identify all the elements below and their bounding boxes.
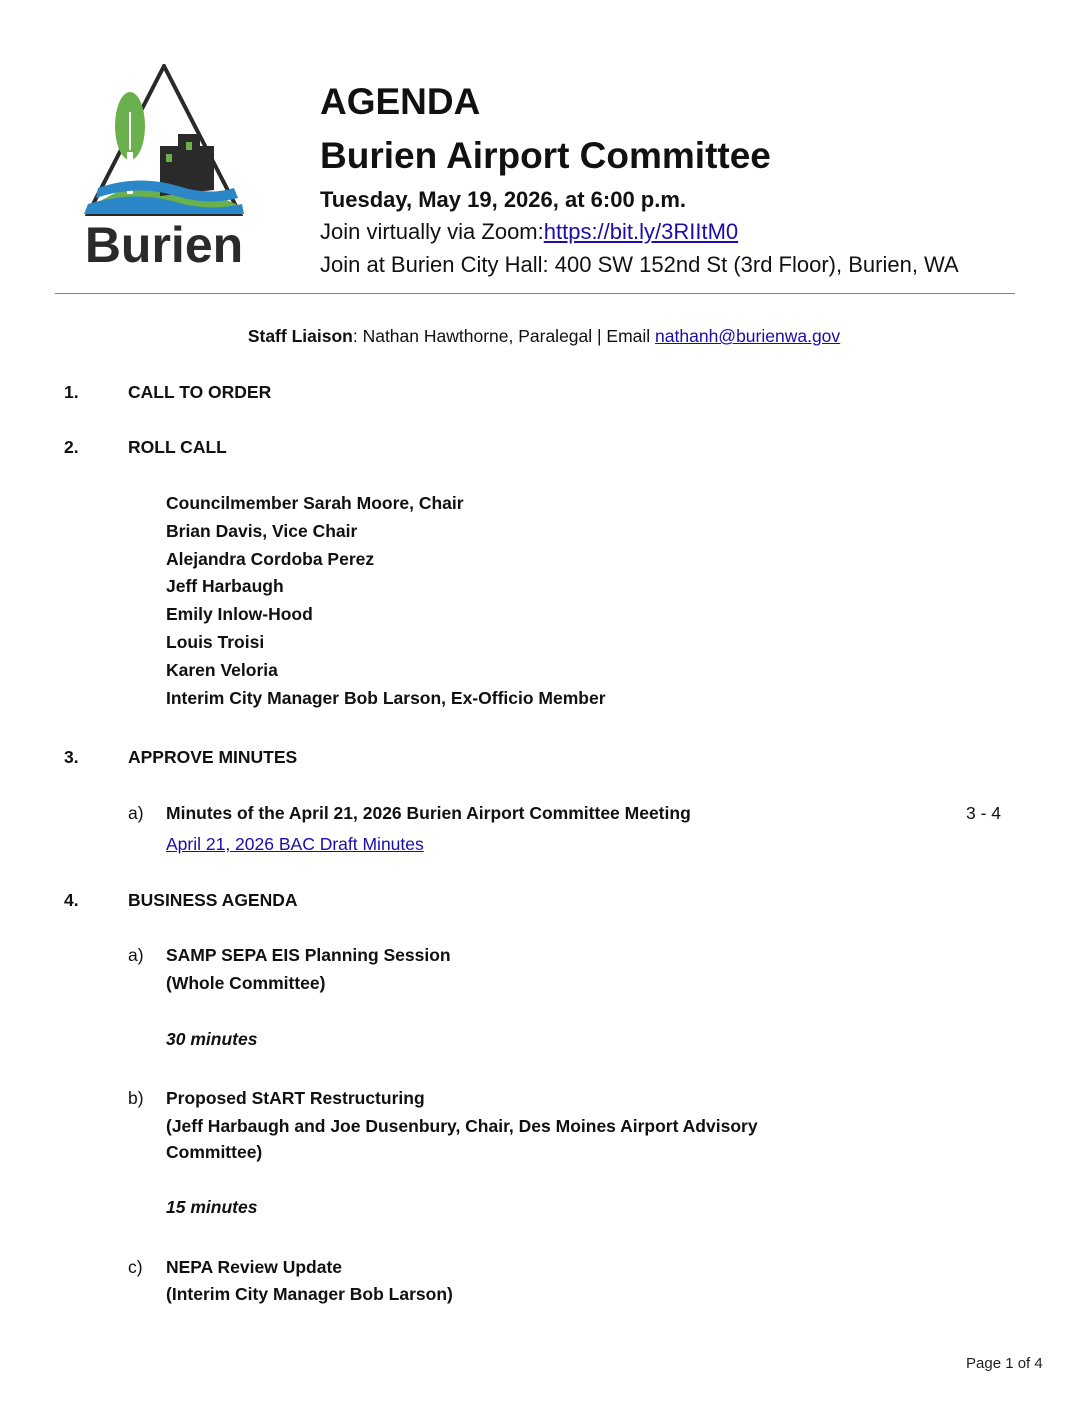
minutes-page-range: 3 - 4 (966, 803, 1002, 823)
samp-item-presenter: (Whole Committee) (166, 973, 326, 993)
item-letter: b) (128, 1088, 144, 1108)
liaison-label: Staff Liaison (247, 326, 353, 346)
section-3-number: 3. (64, 747, 79, 767)
samp-item-title: SAMP SEPA EIS Planning Session (166, 945, 451, 965)
zoom-line (320, 217, 738, 247)
member-item: Councilmember Sarah Moore, Chair (166, 493, 464, 513)
zoom-link[interactable]: https://bit.ly/3RIItM0 (543, 219, 739, 244)
item-letter: c) (128, 1257, 143, 1277)
header-divider (55, 293, 1015, 294)
committee-title: Burien Airport Committee (320, 135, 771, 176)
liaison-email-link[interactable]: nathanh@burienwa.gov (655, 326, 841, 346)
member-item: Interim City Manager Bob Larson, Ex-Officio Member (166, 688, 606, 708)
burien-logo (78, 64, 250, 270)
start-item-duration: 15 minutes (166, 1197, 258, 1217)
agenda-title: AGENDA (320, 81, 481, 122)
start-item-presenter-cont: Committee) (166, 1142, 263, 1162)
start-item-presenter: (Jeff Harbaugh and Joe Dusenbury, Chair, Des Moines Airport Advisory (166, 1116, 758, 1136)
section-2-title: ROLL CALL (128, 437, 227, 457)
draft-minutes-link[interactable]: April 21, 2026 BAC Draft Minutes (166, 834, 424, 854)
member-item: Karen Veloria (166, 660, 278, 680)
samp-item-duration: 30 minutes (166, 1029, 258, 1049)
member-item: Alejandra Cordoba Perez (166, 549, 375, 569)
section-3-title: APPROVE MINUTES (128, 747, 298, 767)
svg-text:Burien: Burien (84, 217, 244, 270)
item-letter: a) (128, 803, 144, 823)
section-4-title: BUSINESS AGENDA (128, 890, 298, 910)
meeting-datetime: Tuesday, May 19, 2026, at 6:00 p.m. (320, 187, 687, 212)
nepa-item-presenter: (Interim City Manager Bob Larson) (166, 1284, 453, 1304)
page-number: Page 1 of 4 (966, 1355, 1043, 1372)
minutes-item-title: Minutes of the April 21, 2026 Burien Airport Committee Meeting (166, 803, 691, 823)
section-2-number: 2. (64, 437, 79, 457)
nepa-item-title: NEPA Review Update (166, 1257, 343, 1277)
member-item: Brian Davis, Vice Chair (166, 521, 358, 541)
section-1-number: 1. (64, 382, 79, 402)
start-item-title: Proposed StART Restructuring (166, 1088, 425, 1108)
member-item: Emily Inlow-Hood (166, 604, 313, 624)
section-4-number: 4. (64, 890, 79, 910)
zoom-prefix: Join virtually via Zoom: (320, 219, 544, 244)
section-1-title: CALL TO ORDER (128, 382, 272, 402)
member-item: Jeff Harbaugh (166, 576, 284, 596)
city-hall-line: Join at Burien City Hall: 400 SW 152nd St (3rd Floor), Burien, WA (320, 252, 959, 277)
item-letter: a) (128, 945, 144, 965)
liaison-text: : Nathan Hawthorne, Paralegal | Email (352, 326, 656, 346)
staff-liaison (0, 324, 1088, 348)
member-item: Louis Troisi (166, 632, 265, 652)
